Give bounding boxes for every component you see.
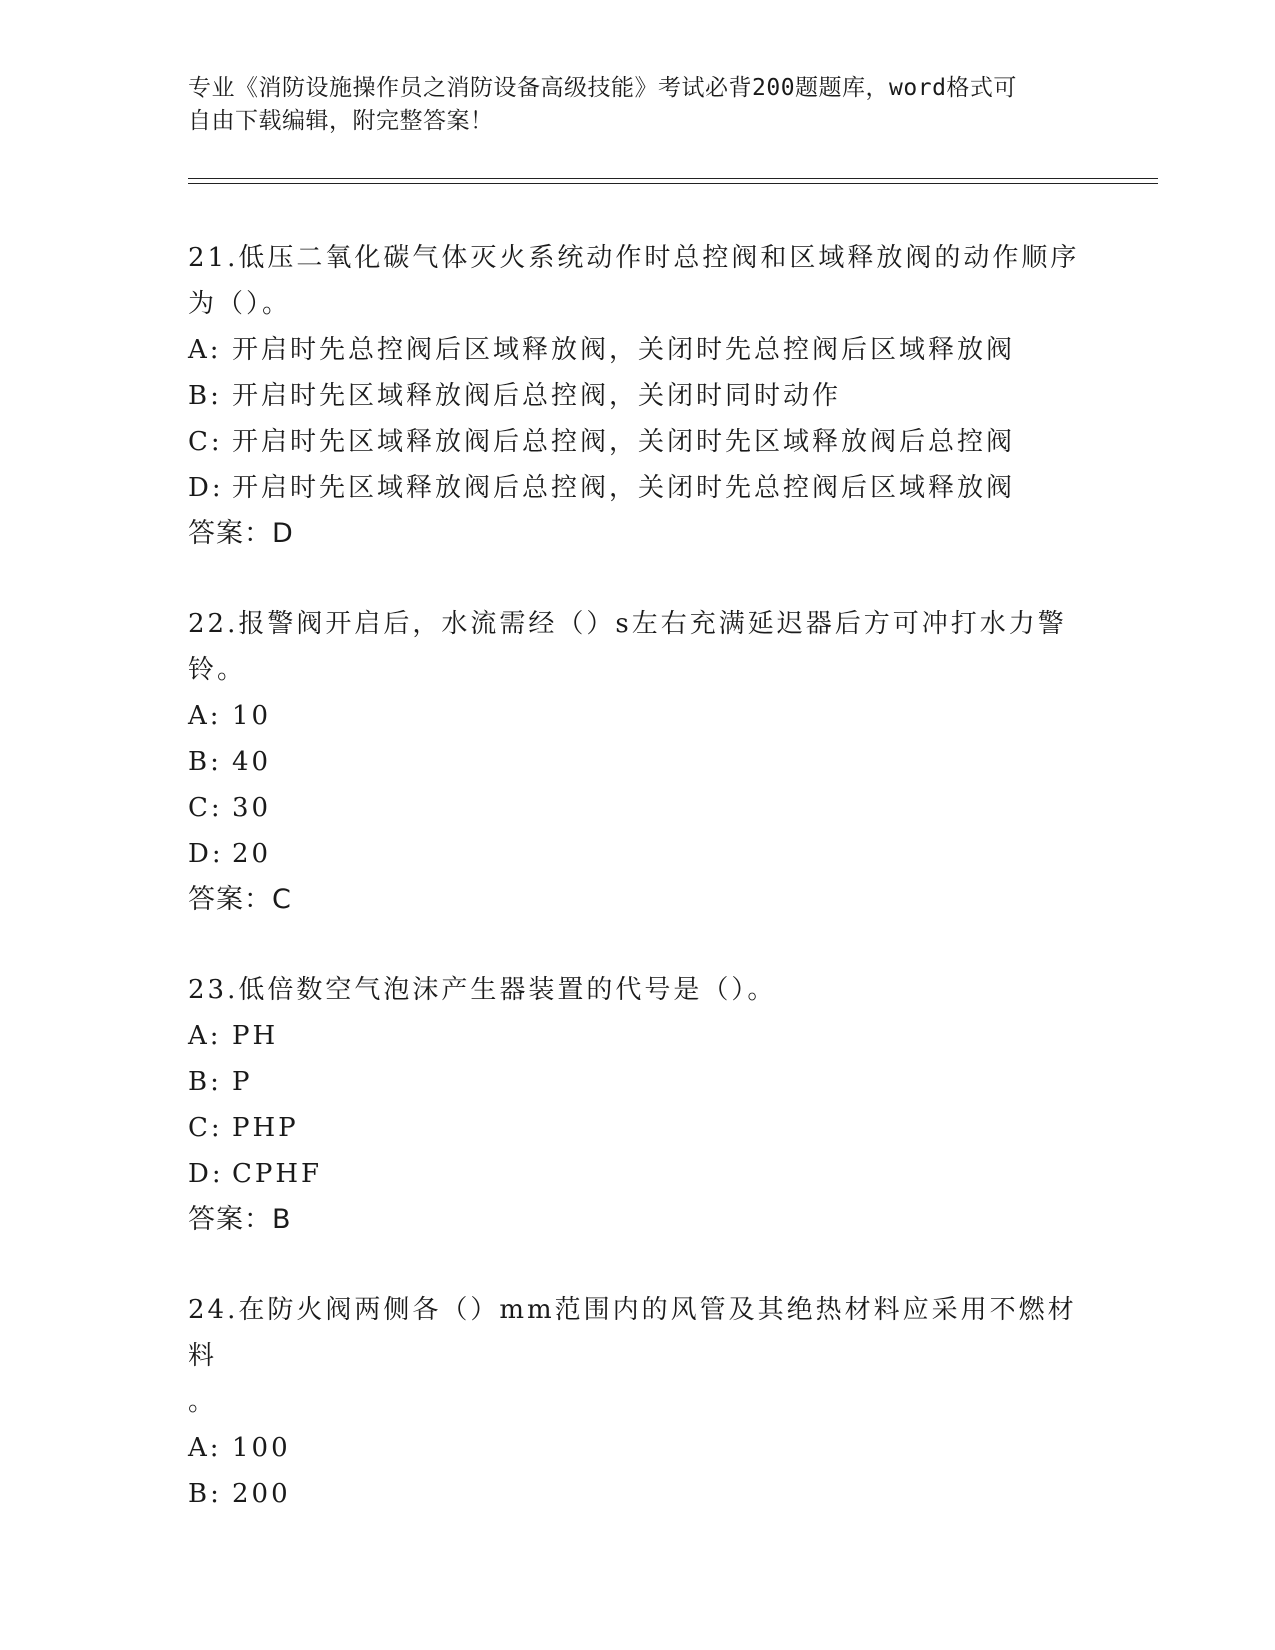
option-text: 开启时先区域释放阀后总控阀，关闭时同时动作 <box>232 381 842 411</box>
question-stem-line: 。 <box>188 1387 218 1417</box>
option-key: C: <box>188 427 223 457</box>
header-line-1: 专业《消防设施操作员之消防设备高级技能》考试必背200题题库，word格式可 <box>188 75 1017 101</box>
option-b <box>188 739 1088 785</box>
option-text: 40 <box>232 747 272 777</box>
option-key: B: <box>188 747 222 777</box>
option-c <box>188 1105 1088 1151</box>
question-23 <box>188 967 1088 1243</box>
option-b <box>188 1059 1088 1105</box>
option-text: PHP <box>232 1113 299 1143</box>
answer-line: 答案：D <box>188 518 294 549</box>
option-text: CPHF <box>232 1159 323 1189</box>
option-key: B: <box>188 381 222 411</box>
question-21 <box>188 235 1088 557</box>
answer-line: 答案：B <box>188 1204 292 1235</box>
option-text: 30 <box>232 793 272 823</box>
option-a <box>188 1425 1088 1471</box>
question-stem-line: 21.低压二氧化碳气体灭火系统动作时总控阀和区域释放阀的动作顺序 <box>188 243 1080 273</box>
option-a <box>188 1013 1088 1059</box>
question-24 <box>188 1287 1088 1517</box>
option-d <box>188 831 1088 877</box>
option-c <box>188 785 1088 831</box>
question-22 <box>188 601 1088 923</box>
option-text: 10 <box>232 701 272 731</box>
option-c <box>188 419 1088 465</box>
header-divider-bottom <box>188 183 1158 184</box>
option-b <box>188 373 1088 419</box>
document-header <box>188 72 1088 138</box>
option-b <box>188 1471 1088 1517</box>
option-text: 200 <box>232 1479 291 1509</box>
header-divider-top <box>188 178 1158 179</box>
option-key: B: <box>188 1479 222 1509</box>
option-key: A: <box>188 335 222 365</box>
option-a <box>188 693 1088 739</box>
option-text: 100 <box>232 1433 291 1463</box>
option-key: D: <box>188 839 224 869</box>
option-a <box>188 327 1088 373</box>
option-key: D: <box>188 473 224 503</box>
option-d <box>188 465 1088 511</box>
option-d <box>188 1151 1088 1197</box>
option-key: C: <box>188 793 223 823</box>
question-stem-line: 24.在防火阀两侧各（）mm范围内的风管及其绝热材料应采用不燃材料 <box>188 1295 1077 1371</box>
option-text: 20 <box>232 839 272 869</box>
question-stem-line: 为（）。 <box>188 289 292 319</box>
option-text: P <box>232 1067 253 1097</box>
question-stem-line: 23.低倍数空气泡沫产生器装置的代号是（）。 <box>188 975 777 1005</box>
answer-line: 答案：C <box>188 884 292 915</box>
option-key: D: <box>188 1159 224 1189</box>
option-key: A: <box>188 701 222 731</box>
option-text: PH <box>232 1021 279 1051</box>
option-key: C: <box>188 1113 223 1143</box>
question-list <box>188 235 1088 1561</box>
option-key: A: <box>188 1433 222 1463</box>
option-key: A: <box>188 1021 222 1051</box>
option-text: 开启时先总控阀后区域释放阀，关闭时先总控阀后区域释放阀 <box>232 335 1016 365</box>
option-text: 开启时先区域释放阀后总控阀，关闭时先总控阀后区域释放阀 <box>232 473 1016 503</box>
header-line-2: 自由下载编辑，附完整答案！ <box>188 108 494 134</box>
option-key: B: <box>188 1067 222 1097</box>
question-stem-line: 铃。 <box>188 655 247 685</box>
question-stem-line: 22.报警阀开启后，水流需经（）s左右充满延迟器后方可冲打水力警 <box>188 609 1067 639</box>
option-text: 开启时先区域释放阀后总控阀，关闭时先区域释放阀后总控阀 <box>232 427 1016 457</box>
